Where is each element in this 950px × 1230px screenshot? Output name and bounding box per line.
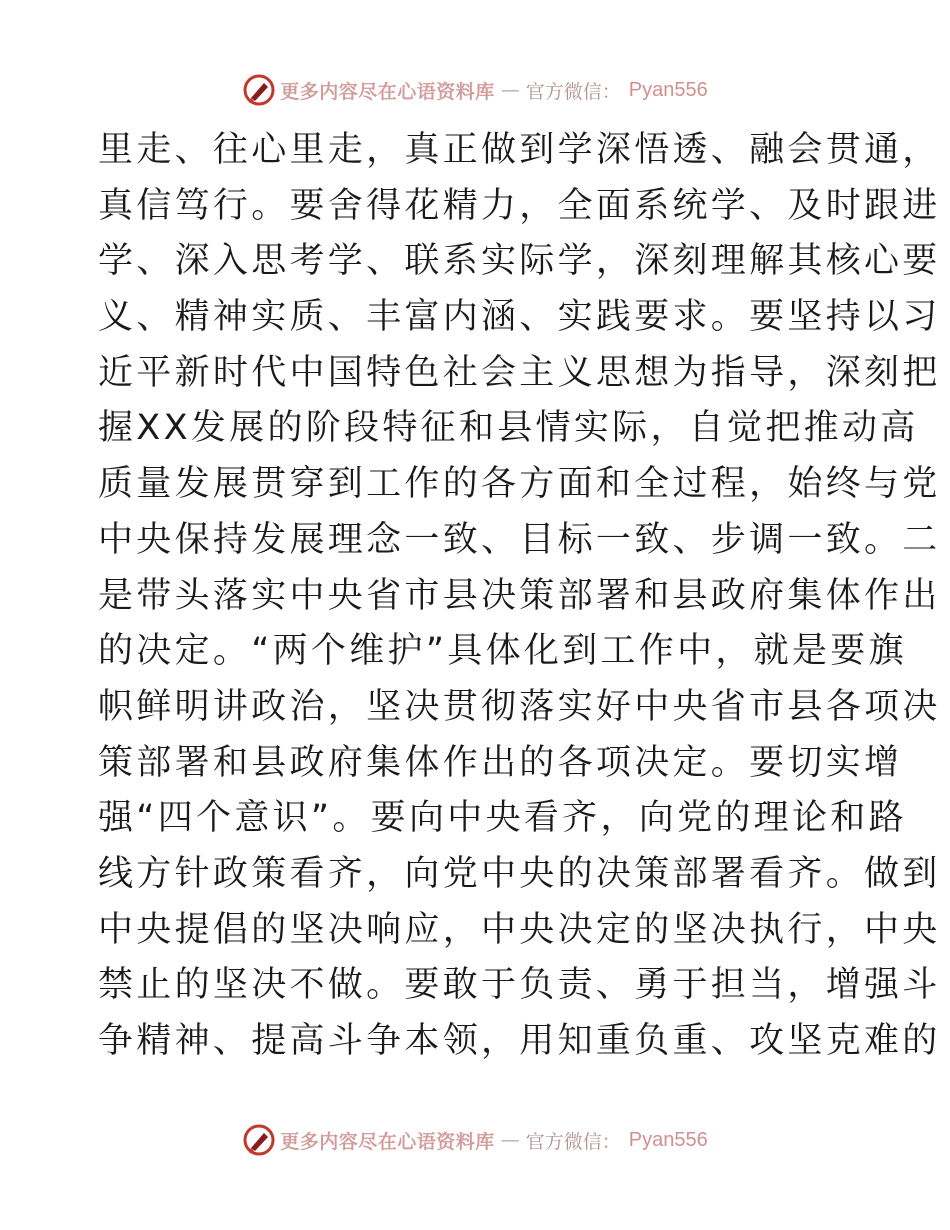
body-line: 线方针政策看齐，向党中央的决策部署看齐。做到 [98,853,941,894]
body-line: 的决定。“两个维护”具体化到工作中，就是要旗 [98,631,907,672]
body-line: 中央保持发展理念一致、目标一致、步调一致。二 [98,519,941,560]
pen-logo-icon [242,73,276,107]
body-line: 争精神、提高斗争本领，用知重负重、攻坚克难的 [98,1021,941,1061]
header-separator: — [500,79,520,101]
body-line: 近平新时代中国特色社会主义思想为指导，深刻把 [98,352,941,393]
header-official-label: 官方微信： [525,80,621,103]
body-line: 握XX发展的阶段特征和县情实际，自觉把推动高 [98,408,919,449]
body-line: 帜鲜明讲政治，坚决贯彻落实好中央省市县各项决 [98,686,941,727]
footer-wechat-id: Pyan556 [628,1128,708,1151]
body-line: 真信笃行。要舍得花精力，全面系统学、及时跟进 [98,185,941,226]
footer-site-text: 更多内容尽在心语资料库 [280,1130,495,1153]
pen-logo-icon [242,1123,276,1157]
body-line: 质量发展贯穿到工作的各方面和全过程，始终与党 [98,464,941,505]
footer-watermark-banner [0,1120,950,1160]
footer-separator: — [500,1129,520,1151]
header-watermark-banner [0,70,950,110]
header-site-text: 更多内容尽在心语资料库 [280,80,495,103]
body-line: 义、精神实质、丰富内涵、实践要求。要坚持以习 [98,297,941,338]
body-line: 禁止的坚决不做。要敢于负责、勇于担当，增强斗 [98,965,941,1006]
body-line: 强“四个意识”。要向中央看齐，向党的理论和路 [98,798,907,839]
footer-official-label: 官方微信： [525,1130,621,1153]
body-line: 学、深入思考学、联系实际学，深刻理解其核心要 [98,241,941,282]
body-line: 是带头落实中央省市县决策部署和县政府集体作出 [98,575,941,616]
header-wechat-id: Pyan556 [628,78,708,101]
body-text-block [98,123,941,1070]
body-line: 里走、往心里走，真正做到学深悟透、融会贯通， [98,130,941,170]
body-line: 中央提倡的坚决响应，中央决定的坚决执行，中央 [98,909,941,950]
body-line: 策部署和县政府集体作出的各项决定。要切实增 [98,742,903,783]
